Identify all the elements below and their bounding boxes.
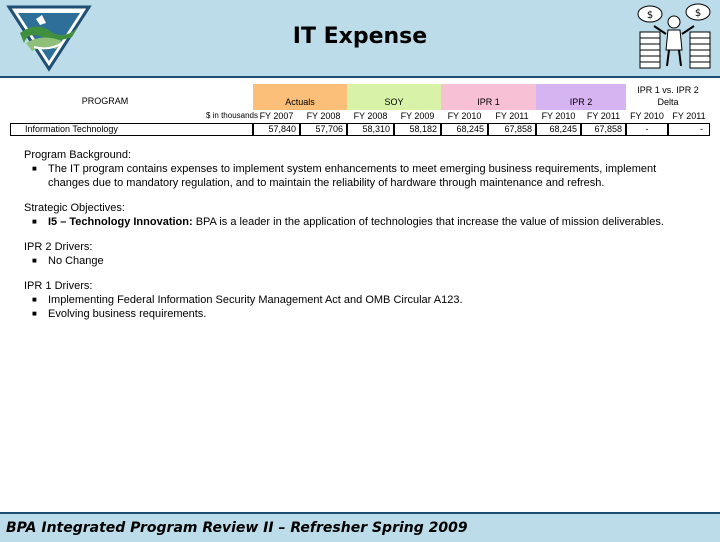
year-header: FY 2011 — [586, 111, 621, 121]
group-ipr1: IPR 1 — [441, 84, 536, 110]
bullet-item — [30, 307, 694, 321]
group-ipr2: IPR 2 — [536, 84, 626, 110]
group-soy: SOY — [347, 84, 441, 110]
bullet-item — [30, 254, 694, 268]
group-delta-line2: Delta — [657, 97, 679, 107]
year-header: FY 2010 — [447, 111, 482, 121]
section-program-background — [24, 148, 694, 190]
table-cell: 57,840 — [253, 123, 300, 136]
program-header: PROGRAM — [81, 96, 129, 106]
bullet-text: Evolving business requirements. — [48, 308, 207, 320]
table-cell: - — [668, 123, 710, 136]
content-body — [24, 148, 694, 332]
svg-text:$: $ — [694, 8, 702, 19]
bullet-text: Implementing Federal Information Security Management Act and OMB Circular A123. — [48, 294, 463, 306]
section-title: Strategic Objectives: — [24, 202, 125, 214]
footer-text: BPA Integrated Program Review II – Refresher Spring 2009 — [6, 520, 468, 536]
section-title: IPR 1 Drivers: — [24, 280, 93, 292]
bullet-text: BPA is a leader in the application of technologies that increase the value of mission deliverables. — [192, 216, 664, 228]
table-cell: 67,858 — [488, 123, 536, 136]
table-cell: 57,706 — [300, 123, 347, 136]
objective-name: I5 – Technology Innovation: — [48, 216, 193, 228]
footer-bar — [0, 512, 720, 542]
table-cell: 67,858 — [581, 123, 626, 136]
year-header: FY 2011 — [495, 111, 529, 121]
expense-table — [10, 84, 710, 136]
units-label: $ in thousands — [205, 111, 258, 120]
bullet-item — [30, 293, 694, 307]
table-cell: 58,310 — [347, 123, 394, 136]
square-bullet-icon: ■ — [32, 217, 37, 226]
year-header: FY 2009 — [400, 111, 435, 121]
section-title: IPR 2 Drivers: — [24, 241, 93, 253]
year-header: FY 2008 — [306, 111, 341, 121]
square-bullet-icon: ■ — [32, 295, 37, 304]
year-header: FY 2011 — [672, 111, 706, 121]
square-bullet-icon: ■ — [32, 256, 37, 265]
bullet-item — [30, 162, 694, 190]
section-ipr1-drivers — [24, 279, 694, 321]
group-actuals: Actuals — [253, 84, 347, 110]
bullet-item — [30, 215, 694, 229]
section-strategic-objectives — [24, 201, 694, 229]
year-header: FY 2010 — [541, 111, 576, 121]
table-cell: 58,182 — [394, 123, 441, 136]
table-cell: 68,245 — [441, 123, 488, 136]
page-title: IT Expense — [292, 24, 428, 49]
table-cell: 68,245 — [536, 123, 581, 136]
table-cell: - — [626, 123, 668, 136]
person-with-coin-stacks-icon — [636, 2, 714, 74]
bullet-text: The IT program contains expenses to implement system enhancements to meet emerging business requirements, implement changes due to mandatory regulation, and to maintain the reliability of hardware through maintenance and refresh. — [48, 163, 657, 189]
year-header: FY 2008 — [353, 111, 388, 121]
year-header: FY 2007 — [259, 111, 294, 121]
header-bar — [0, 0, 720, 78]
section-title: Program Background: — [24, 149, 131, 161]
section-ipr2-drivers — [24, 240, 694, 268]
square-bullet-icon: ■ — [32, 164, 37, 173]
group-delta-line1: IPR 1 vs. IPR 2 — [637, 85, 699, 95]
svg-text:$: $ — [646, 10, 654, 21]
bullet-text: No Change — [48, 255, 104, 267]
year-header: FY 2010 — [630, 111, 664, 121]
row-label: Information Technology — [10, 123, 253, 136]
square-bullet-icon: ■ — [32, 309, 37, 318]
